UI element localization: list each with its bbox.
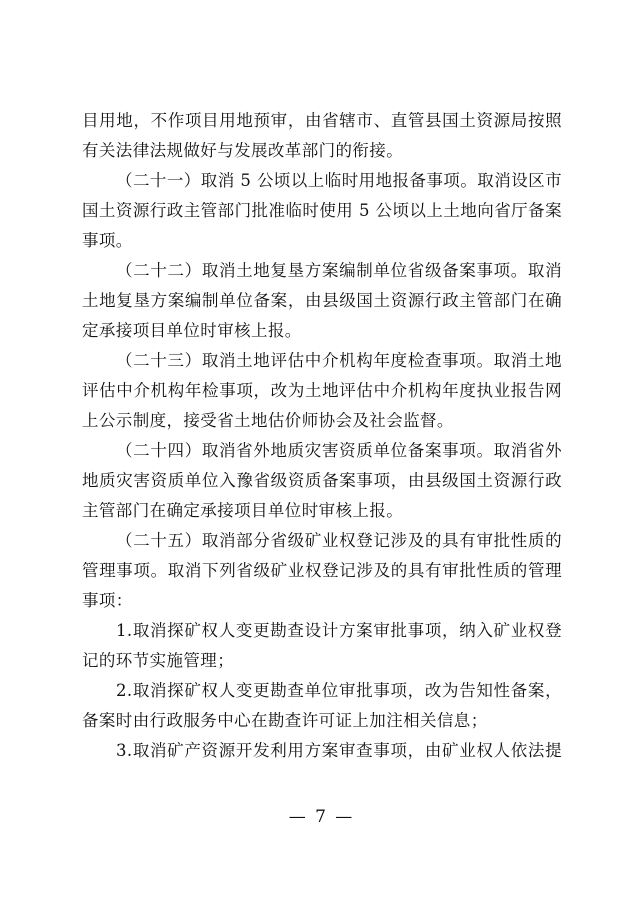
text-line: 备案时由行政服务中心在勘查许可证上加注相关信息；: [82, 711, 488, 730]
page-number: — 7 —: [288, 807, 355, 827]
text-line: 有关法律法规做好与发展改革部门的衔接。: [82, 141, 404, 160]
text-line: 地质灾害资质单位入豫省级资质备案事项，由县级国土资源行政: [82, 471, 562, 490]
text-line: 事项。: [82, 231, 133, 250]
text-line: 管理事项。取消下列省级矿业权登记涉及的具有审批性质的管理: [82, 561, 562, 580]
text-line: 目用地，不作项目用地预审，由省辖市、直管县国土资源局按照: [82, 111, 562, 130]
text-line: （二十五）取消部分省级矿业权登记涉及的具有审批性质的: [116, 531, 562, 550]
body-text: [82, 106, 562, 766]
text-line: （二十四）取消省外地质灾害资质单位备案事项。取消省外: [116, 441, 562, 460]
text-line: 事项：: [82, 591, 133, 610]
text-line: （二十二）取消土地复垦方案编制单位省级备案事项。取消: [116, 261, 562, 280]
text-line: 评估中介机构年检事项，改为土地评估中介机构年度执业报告网: [82, 381, 562, 400]
text-line: （二十三）取消土地评估中介机构年度检查事项。取消土地: [116, 351, 562, 370]
text-line: 1.取消探矿权人变更勘查设计方案审批事项，纳入矿业权登: [116, 621, 562, 640]
text-line: 3.取消矿产资源开发利用方案审查事项，由矿业权人依法提: [116, 741, 562, 760]
text-line: 定承接项目单位时审核上报。: [82, 321, 302, 340]
text-line: 记的环节实施管理；: [82, 651, 235, 670]
text-line: 2.取消探矿权人变更勘查单位审批事项，改为告知性备案，: [116, 681, 562, 700]
text-line: 土地复垦方案编制单位备案，由县级国土资源行政主管部门在确: [82, 291, 562, 310]
text-line: （二十一）取消 5 公顷以上临时用地报备事项。取消设区市: [116, 171, 562, 190]
text-line: 上公示制度，接受省土地估价师协会及社会监督。: [82, 411, 454, 430]
text-line: 国土资源行政主管部门批准临时使用 5 公顷以上土地向省厅备案: [82, 201, 562, 220]
text-line: 主管部门在确定承接项目单位时审核上报。: [82, 501, 404, 520]
